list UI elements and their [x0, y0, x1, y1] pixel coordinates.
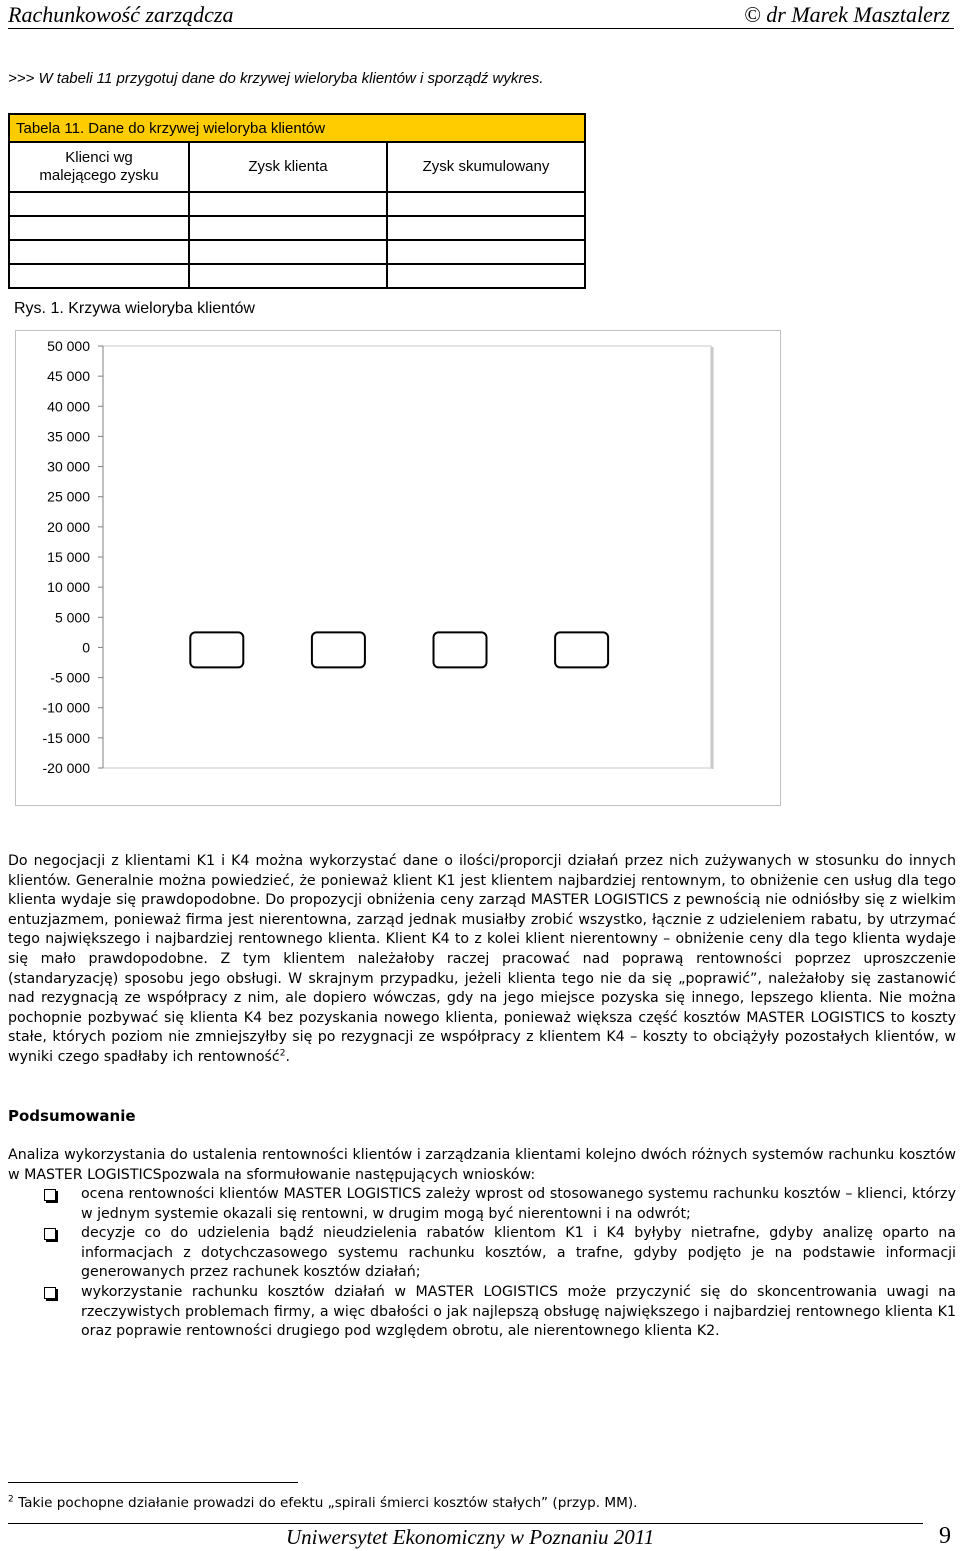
list-item	[8, 1224, 956, 1283]
table-cell	[189, 240, 387, 264]
table-cell	[387, 216, 585, 240]
footnote-text: Takie pochopne działanie prowadzi do efektu „spirali śmierci kosztów stałych” (przyp. MM).	[18, 1495, 638, 1511]
table-cell	[9, 192, 189, 216]
y-tick-label: 30 000	[47, 458, 90, 475]
y-tick-label: 10 000	[47, 579, 90, 596]
table-cell	[189, 264, 387, 288]
table-caption: Tabela 11. Dane do krzywej wieloryba klientów	[9, 114, 585, 142]
col-header-clients-line1: Klienci wg	[65, 149, 133, 166]
y-tick-label: -10 000	[42, 699, 90, 716]
checkbox-bullet-icon	[44, 1287, 56, 1299]
list-item-text: decyzje co do udzielenia bądź nieudzielenia rabatów klientom K1 i K4 byłyby nietrafne, gdyby analizę oparto na informacjach z dotychczasowego systemu rachunku kosztów, a trafne, gdyby podjęto je na podstawie informacji generowanych przez rachunek kosztów działań;	[81, 1225, 956, 1281]
table-cell	[9, 216, 189, 240]
footnote	[8, 1495, 637, 1511]
category-label-box	[555, 632, 608, 667]
exercise-instruction: >>> W tabeli 11 przygotuj dane do krzywej wieloryba klientów i sporządź wykres.	[8, 70, 544, 87]
footer-university: Uniwersytet Ekonomiczny w Poznaniu 2011	[286, 1525, 655, 1549]
paragraph-end: .	[285, 1048, 290, 1065]
list-item	[8, 1283, 956, 1342]
list-item-text: wykorzystanie rachunku kosztów działań w MASTER LOGISTICS może przyczynić się do skoncentrowania uwagi na rzeczywistych problemach firmy, a więc dbałości o jak najlepszą obsługę największego i najbardziej rentownego klienta K1 oraz poprawie rentowności drugiego pod względem obrotu, ale nierentownego klienta K2.	[81, 1283, 956, 1340]
table-row	[9, 264, 585, 288]
col-header-clients	[9, 142, 189, 192]
list-item-text: ocena rentowności klientów MASTER LOGISTICS zależy wprost od stosowanego systemu rachunku kosztów – klienci, którzy w jednym systemie okazali się rentowni, w drugim mogą być nierentowni i na odwrót;	[81, 1186, 956, 1222]
y-tick-label: 0	[82, 639, 90, 656]
page-number: 9	[939, 1523, 951, 1549]
footer-rule	[8, 1523, 923, 1524]
y-tick-label: 45 000	[47, 368, 90, 385]
conclusions-list	[8, 1185, 956, 1342]
y-tick-label: -20 000	[42, 760, 90, 776]
category-label-box	[190, 632, 243, 667]
data-table	[8, 113, 586, 289]
table-row	[9, 216, 585, 240]
footnote-number: 2	[8, 1494, 14, 1505]
whale-curve-chart	[16, 331, 780, 805]
checkbox-bullet-icon	[44, 1189, 56, 1201]
footnote-separator	[8, 1482, 298, 1483]
header-course-title: Rachunkowość zarządcza	[8, 2, 234, 27]
col-header-clients-line2: malejącego zysku	[39, 167, 159, 184]
y-tick-label: 20 000	[47, 518, 90, 535]
y-tick-label: 50 000	[47, 338, 90, 354]
y-tick-label: 25 000	[47, 488, 90, 505]
category-label-box	[434, 632, 487, 667]
page-header	[8, 0, 954, 29]
paragraph-negotiation-text: Do negocjacji z klientami K1 i K4 można wykorzystać dane o ilości/proporcji działań przez nich zużywanych w stosunku do innych klientów. Generalnie można powiedzieć, że ponieważ klient K1 jest klientem najbardziej rentownym, to obniżenie cen usług dla tego klienta wydaje się prawdopodobne. Do propozycji obniżenia ceny zarząd MASTER LOGISTICS z pewnością nie odniósłby się z wielkim entuzjazmem, ponieważ firma jest nierentowna, zarząd jednak musiałby zrobić wszystko, łącznie z udzieleniem rabatu, by utrzymać tego największego i najbardziej rentownego klienta. Klient K4 to z kolei klient nierentowny – obniżenie ceny dla tego klienta wydaje się mało prawdopodobne. Z tym klientem należałoby raczej pracować nad poprawą rentowności poprzez uproszczenie (standaryzację) sposobu jego obsługi. W skrajnym przypadku, jeżeli klienta tego nie da się „poprawić”, należałoby się zastanowić nad rezygnacją ze współpracy z nim, ale dopiero wówczas, gdy na jego miejsce pozyska się innego, lepszego klienta. Nie można pochopnie pozbywać się klienta K4 bez pozyskania nowego klienta, ponieważ większa część kosztów MASTER LOGISTICS to koszty stałe, których poziom nie zmniejszyłby się po rezygnacji ze współpracy z klientem K4 – koszty to obciążyły pozostałych klientów, w wyniki czego spadłaby ich rentowność	[8, 853, 956, 1065]
checkbox-bullet-icon	[44, 1228, 56, 1240]
table-row	[9, 192, 585, 216]
table-cell	[387, 192, 585, 216]
col-header-profit: Zysk klienta	[189, 142, 387, 192]
y-tick-label: 15 000	[47, 549, 90, 565]
header-author: © dr Marek Masztalerz	[744, 2, 950, 27]
table-row	[9, 240, 585, 264]
table-cell	[189, 192, 387, 216]
figure-caption: Rys. 1. Krzywa wieloryba klientów	[14, 300, 255, 317]
y-tick-label: 5 000	[54, 609, 90, 626]
plot-area	[103, 346, 711, 768]
paragraph-negotiation	[8, 852, 956, 1068]
table-cell	[9, 264, 189, 288]
col-header-cumulative: Zysk skumulowany	[387, 142, 585, 192]
table-cell	[9, 240, 189, 264]
y-tick-label: 35 000	[47, 428, 90, 445]
y-tick-label: 40 000	[47, 398, 90, 415]
table-cell	[189, 216, 387, 240]
chart-frame	[15, 330, 781, 806]
footnote-ref: 2	[279, 1048, 286, 1059]
y-tick-label: -15 000	[42, 729, 90, 746]
list-item	[8, 1185, 956, 1224]
section-heading-summary: Podsumowanie	[8, 1107, 136, 1125]
summary-intro: Analiza wykorzystania do ustalenia rentowności klientów i zarządzania klientami kolejno dwóch różnych systemów rachunku kosztów w MASTER LOGISTICSpozwala na sformułowanie następujących wniosków:	[8, 1147, 956, 1183]
category-label-box	[312, 632, 365, 667]
y-tick-label: -5 000	[50, 669, 90, 686]
table-cell	[387, 264, 585, 288]
table-cell	[387, 240, 585, 264]
